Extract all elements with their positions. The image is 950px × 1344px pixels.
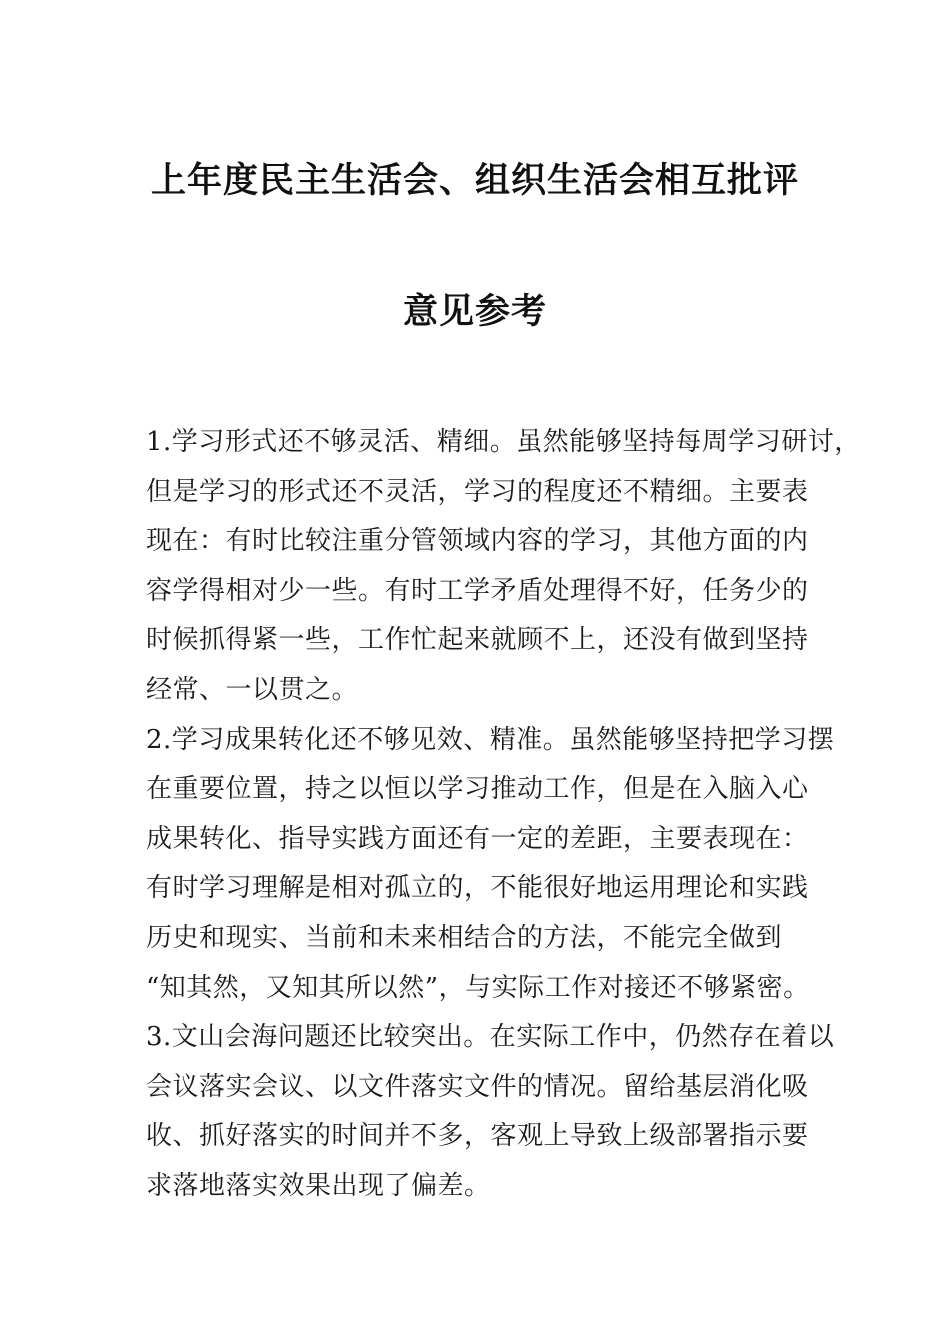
body-line: 会议落实会议、以文件落实文件的情况。留给基层消化吸 (146, 1071, 809, 1102)
body-line: 有时学习理解是相对孤立的，不能很好地运用理论和实践 (146, 873, 809, 904)
document-title-line-1: 上年度民主生活会、组织生活会相互批评 (150, 160, 799, 201)
body-line: 但是学习的形式还不灵活，学习的程度还不精细。主要表 (146, 476, 809, 507)
document-title-line-2: 意见参考 (402, 291, 547, 332)
body-line: 1.学习形式还不够灵活、精细。虽然能够坚持每周学习研讨， (146, 427, 861, 457)
body-line: 经常、一以贯之。 (146, 674, 359, 705)
body-line: 2.学习成果转化还不够见效、精准。虽然能够坚持把学习摆 (146, 724, 835, 755)
body-line: 历史和现实、当前和未来相结合的方法，不能完全做到 (146, 922, 783, 953)
body-line: 成果转化、指导实践方面还有一定的差距，主要表现在： (146, 823, 809, 854)
body-line: 3.文山会海问题还比较突出。在实际工作中，仍然存在着以 (146, 1022, 835, 1053)
body-line: 在重要位置，持之以恒以学习推动工作，但是在入脑入心 (146, 774, 809, 805)
document-body (146, 418, 861, 1212)
body-line: 求落地落实效果出现了偏差。 (146, 1170, 491, 1201)
body-line: 容学得相对少一些。有时工学矛盾处理得不好，任务少的 (146, 575, 809, 606)
body-line: 收、抓好落实的时间并不多，客观上导致上级部署指示要 (146, 1121, 809, 1152)
body-line: 时候抓得紧一些，工作忙起来就顾不上，还没有做到坚持 (146, 625, 809, 656)
body-line: “知其然，又知其所以然”，与实际工作对接还不够紧密。 (146, 972, 810, 1003)
body-line: 现在：有时比较注重分管领域内容的学习，其他方面的内 (146, 526, 809, 557)
